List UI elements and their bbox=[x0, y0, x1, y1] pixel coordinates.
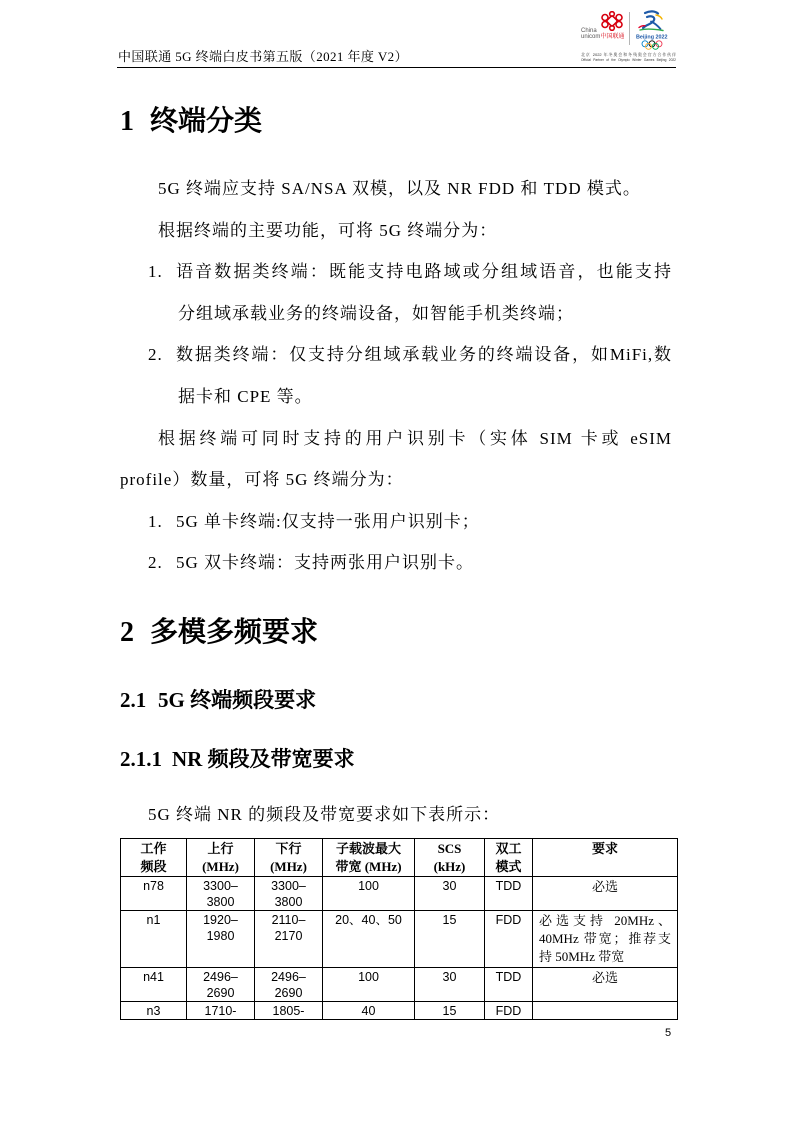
table-row bbox=[121, 911, 678, 968]
china-unicom-knot-logo bbox=[600, 11, 624, 31]
cell-uplink: 1710- bbox=[187, 1002, 255, 1020]
section-number: 2 bbox=[120, 617, 134, 648]
cell-band: n3 bbox=[121, 1002, 187, 1020]
section-2-heading bbox=[120, 617, 318, 649]
cell-duplex: TDD bbox=[485, 968, 533, 1002]
list-item-continuation: 据卡和 CPE 等。 bbox=[178, 386, 313, 406]
table-row bbox=[121, 968, 678, 1002]
cell-downlink: 2496–2690 bbox=[255, 968, 323, 1002]
cell-bandwidth: 40 bbox=[323, 1002, 415, 1020]
table-header-row bbox=[121, 839, 678, 877]
list-item-text: 5G 双卡终端：支持两张用户识别卡。 bbox=[176, 553, 475, 573]
list-item-continuation: 分组域承载业务的终端设备，如智能手机类终端； bbox=[178, 303, 574, 323]
logo-separator bbox=[629, 12, 630, 45]
paragraph-intro: 5G 终端应支持 SA/NSA 双模，以及 NR FDD 和 TDD 模式。 bbox=[158, 179, 641, 198]
list-item-text: 语音数据类终端：既能支持电路域或分组域语音，也能支持 bbox=[176, 262, 672, 282]
cell-requirement: 必选 bbox=[533, 968, 678, 1002]
paragraph-function-lead: 根据终端的主要功能，可将 5G 终端分为： bbox=[158, 220, 498, 240]
cell-requirement bbox=[533, 1002, 678, 1020]
list-marker: 1. bbox=[148, 511, 163, 531]
cell-uplink: 3300–3800 bbox=[187, 877, 255, 911]
list-item bbox=[120, 334, 672, 376]
cell-requirement: 必选支持 20MHz、40MHz 带宽；推荐支持 50MHz 带宽 bbox=[533, 911, 678, 968]
list-item-text: 5G 单卡终端:仅支持一张用户识别卡； bbox=[176, 511, 480, 531]
nr-band-table bbox=[120, 838, 678, 1020]
section-1-heading bbox=[120, 106, 262, 138]
table-intro: 5G 终端 NR 的频段及带宽要求如下表所示： bbox=[148, 805, 501, 824]
cell-uplink: 2496–2690 bbox=[187, 968, 255, 1002]
paragraph-sim-lead-continuation: profile）数量，可将 5G 终端分为： bbox=[120, 470, 404, 490]
cell-band: n1 bbox=[121, 911, 187, 968]
beijing-2022-emblem bbox=[636, 9, 666, 33]
subsubsection-number: 2.1.1 bbox=[120, 747, 162, 771]
table-row bbox=[121, 1002, 678, 1020]
list-item-text: 数据类终端：仅支持分组域承载业务的终端设备，如MiFi,数 bbox=[176, 345, 672, 365]
subsection-heading bbox=[120, 688, 316, 712]
running-header-title: 中国联通 5G 终端白皮书第五版（2021 年度 V2） bbox=[118, 49, 408, 64]
cell-duplex: FDD bbox=[485, 1002, 533, 1020]
paragraph-sim-lead: 根据终端可同时支持的用户识别卡（实体 SIM 卡或 eSIM bbox=[158, 428, 672, 448]
list-marker: 2. bbox=[148, 345, 163, 365]
cell-downlink: 1805- bbox=[255, 1002, 323, 1020]
cell-requirement: 必选 bbox=[533, 877, 678, 911]
list-marker: 1. bbox=[148, 262, 163, 282]
partner-statement-cn: 北京 2022 年冬奥会和冬残奥会官方合作伙伴 bbox=[581, 52, 676, 57]
list-item bbox=[120, 542, 672, 584]
header-duplex: 双工 模式 bbox=[485, 839, 533, 877]
list-item bbox=[120, 251, 672, 293]
list-item bbox=[120, 501, 672, 543]
olympic-rings-icon bbox=[641, 40, 663, 50]
page-number: 5 bbox=[665, 1027, 672, 1039]
section-number: 1 bbox=[120, 106, 134, 137]
header-downlink: 下行 (MHz) bbox=[255, 839, 323, 877]
subsubsection-heading bbox=[120, 747, 355, 771]
unicom-logo-text-cn: 中国联通 bbox=[600, 32, 625, 40]
header-scs: SCS (kHz) bbox=[415, 839, 485, 877]
partner-statement-en: Official Partner of the Olympic Winter Games Beijing 2022 bbox=[581, 58, 676, 62]
header-band: 工作 频段 bbox=[121, 839, 187, 877]
list-marker: 2. bbox=[148, 553, 163, 573]
cell-scs: 15 bbox=[415, 911, 485, 968]
cell-bandwidth: 20、40、50 bbox=[323, 911, 415, 968]
table-row bbox=[121, 877, 678, 911]
cell-scs: 30 bbox=[415, 968, 485, 1002]
subsection-number: 2.1 bbox=[120, 688, 147, 712]
header-max-bandwidth: 子载波最大 带宽 (MHz) bbox=[323, 839, 415, 877]
subsection-title: 5G 终端频段要求 bbox=[158, 688, 317, 712]
cell-downlink: 2110–2170 bbox=[255, 911, 323, 968]
cell-band: n41 bbox=[121, 968, 187, 1002]
header-requirement: 要求 bbox=[533, 839, 678, 877]
header-rule bbox=[117, 67, 676, 68]
cell-scs: 15 bbox=[415, 1002, 485, 1020]
cell-bandwidth: 100 bbox=[323, 968, 415, 1002]
cell-scs: 30 bbox=[415, 877, 485, 911]
cell-uplink: 1920–1980 bbox=[187, 911, 255, 968]
cell-duplex: TDD bbox=[485, 877, 533, 911]
cell-band: n78 bbox=[121, 877, 187, 911]
cell-duplex: FDD bbox=[485, 911, 533, 968]
beijing-2022-logo-text: Beijing 2022 bbox=[636, 33, 668, 40]
unicom-logo-text bbox=[581, 33, 624, 39]
subsubsection-title: NR 频段及带宽要求 bbox=[172, 747, 355, 771]
unicom-logo-text-en: unicom bbox=[581, 32, 601, 40]
unicom-logo-text-china: China bbox=[581, 26, 597, 34]
cell-bandwidth: 100 bbox=[323, 877, 415, 911]
header-uplink: 上行 (MHz) bbox=[187, 839, 255, 877]
section-title: 多模多频要求 bbox=[150, 617, 319, 648]
cell-downlink: 3300–3800 bbox=[255, 877, 323, 911]
section-title: 终端分类 bbox=[150, 106, 263, 137]
section-1-body bbox=[120, 168, 672, 584]
